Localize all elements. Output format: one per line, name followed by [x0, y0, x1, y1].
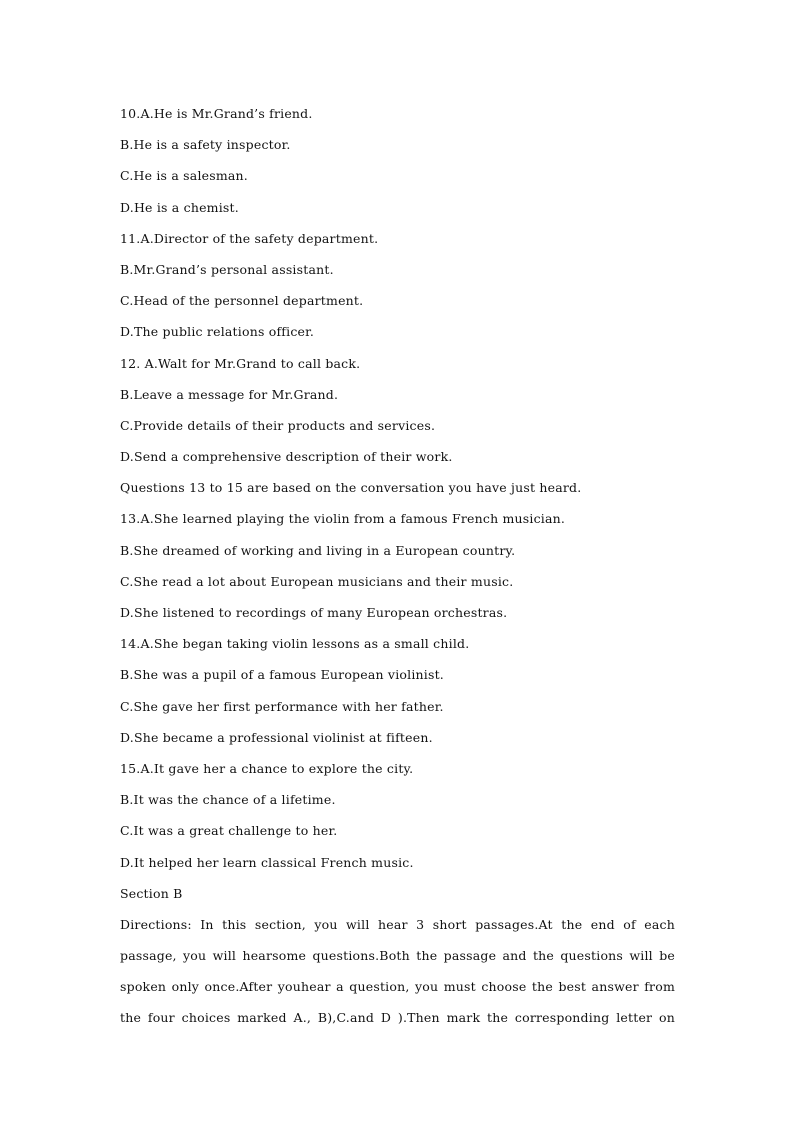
- question-14-option-c: C.She gave her first performance with her father.: [120, 698, 444, 714]
- question-11-option-d: D.The public relations officer.: [120, 324, 315, 340]
- question-13-option-d: D.She listened to recordings of many European orchestras.: [120, 605, 508, 620]
- question-10-option-c: C.He is a salesman.: [120, 168, 248, 184]
- section-heading: Section B: [120, 885, 183, 901]
- directions-line-2: passage, you will hearsome questions.Both the passage and the questions will be: [120, 948, 675, 964]
- questions-13-15-intro: Questions 13 to 15 are based on the conversation you have just heard.: [120, 480, 582, 496]
- question-15-option-d: D.It helped her learn classical French music.: [120, 854, 414, 870]
- question-14-option-b: B.She was a pupil of a famous European violinist.: [120, 667, 444, 683]
- question-13-option-b: B.She dreamed of working and living in a European country.: [120, 542, 516, 558]
- question-15-option-a: 15.A.It gave her a chance to explore the city.: [120, 760, 414, 776]
- question-13-option-c: C.She read a lot about European musicians and their music.: [120, 573, 514, 589]
- question-10-option-a: 10.A.He is Mr.Grand’s friend.: [120, 106, 313, 121]
- directions-line-1: Directions: In this section, you will hear 3 short passages.At the end of each: [120, 916, 675, 932]
- question-15-option-b: B.It was the chance of a lifetime.: [120, 792, 336, 808]
- question-12-option-b: B.Leave a message for Mr.Grand.: [120, 386, 339, 402]
- question-14-option-a: 14.A.She began taking violin lessons as a small child.: [120, 636, 470, 652]
- question-15-option-c: C.It was a great challenge to her.: [120, 823, 338, 839]
- question-12-option-c: C.Provide details of their products and services.: [120, 417, 436, 433]
- question-14-option-d: D.She became a professional violinist at fifteen.: [120, 729, 433, 745]
- question-12-option-a: 12. A.Walt for Mr.Grand to call back.: [120, 355, 361, 371]
- question-10-option-d: D.He is a chemist.: [120, 199, 239, 215]
- question-11-option-c: C.Head of the personnel department.: [120, 293, 364, 309]
- question-11-option-b: B.Mr.Grand’s personal assistant.: [120, 261, 334, 277]
- directions-line-4: the four choices marked A., B),C.and D ).Then mark the corresponding letter on: [120, 1010, 675, 1026]
- directions-line-3: spoken only once.After youhear a question, you must choose the best answer from: [120, 979, 675, 995]
- document-content: [120, 105, 675, 1041]
- question-11-option-a: 11.A.Director of the safety department.: [120, 230, 379, 246]
- question-13-option-a: 13.A.She learned playing the violin from a famous French musician.: [120, 511, 566, 527]
- question-12-option-d: D.Send a comprehensive description of their work.: [120, 449, 453, 465]
- question-10-option-b: B.He is a safety inspector.: [120, 137, 291, 153]
